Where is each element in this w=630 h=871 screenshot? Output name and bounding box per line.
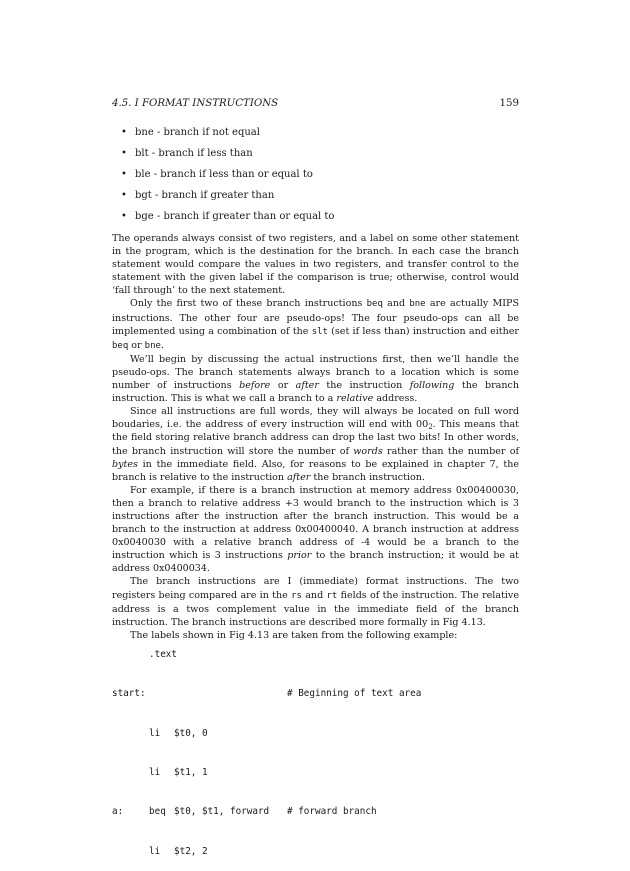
- code-term: slt: [311, 326, 328, 337]
- section-title: 4.5. I FORMAT INSTRUCTIONS: [112, 98, 279, 109]
- running-header: [112, 98, 519, 109]
- paragraph: The branch instructions are I (immediate) format instructions. The two registers being compared are in the rs and rt fields of the instruction. The relative address is a twos complement value in the immediate field of the branch instruction. The branch instructions are described more formally in Fig 4.13.: [112, 576, 519, 628]
- list-item: • blt - branch if less than: [121, 147, 334, 168]
- code-line: li $t2, 2: [149, 845, 208, 857]
- paragraph: For example, if there is a branch instruction at memory address 0x00400030, then a branch to relative address +3 would branch to the instruction which is 3 instructions after the instruction after the branch instruction. This would be a branch to the instruction at address 0x00400040. A branch instruction at address 0x0040030 with a relative branch address of -4 would be a branch to the instruction which is 3 instructions prior to the branch instruction; it would be at address 0x0400034.: [112, 484, 519, 575]
- code-term: rt: [326, 590, 338, 601]
- code-term: beq: [112, 340, 129, 351]
- list-item: • bgt - branch if greater than: [121, 189, 334, 210]
- list-item: • bne - branch if not equal: [121, 126, 334, 147]
- paragraph: The labels shown in Fig 4.13 are taken from the following example:: [130, 629, 458, 641]
- list-item: • ble - branch if less than or equal to: [121, 168, 334, 189]
- code-listing: [112, 622, 519, 871]
- body-text: [112, 232, 519, 642]
- code-line: li $t1, 1: [149, 767, 208, 779]
- paragraph: The operands always consist of two registers, and a label on some other statement in the program, which is the destination for the branch. In each case the branch statement would compare the values in two registers, and transfer control to the statement with the given label if the comparison is true; otherwise, control would ‘fall through’ to the next statement.: [112, 233, 519, 297]
- branch-pseudo-op-list: [121, 126, 334, 231]
- page-number: 159: [499, 98, 519, 109]
- code-term: rs: [291, 590, 302, 601]
- code-term: beq: [366, 299, 383, 310]
- paragraph: Since all instructions are full words, they will always be located on full word boudaries, i.e. the address of every instruction will end with $00_2$. This means that the field storing relative branch address can drop the last two bits! In other words, the branch instruction will store the number of words rather than the number of bytes in the immediate field. Also, for reasons to be explained in chapter 7, the branch is relative to the instruction after the branch instruction.: [112, 406, 519, 483]
- code-line: li $t0, 0: [149, 727, 208, 739]
- paragraph: Only the first two of these branch instructions beq and bne are actually MIPS instructions. The other four are pseudo-ops! The four pseudo-ops can all be implemented using a combination of the slt (set if less than) instruction and either beq or bne.: [112, 298, 519, 351]
- code-term: bne: [144, 340, 161, 351]
- code-term: bne: [409, 299, 426, 310]
- code-line: a: beq $t0, $t1, forward # forward branch: [112, 806, 377, 818]
- code-line: start: # Beginning of text area: [112, 688, 422, 700]
- code-line: .text: [149, 649, 177, 661]
- list-item: • bge - branch if greater than or equal to: [121, 210, 334, 231]
- paragraph: We’ll begin by discussing the actual instructions first, then we’ll handle the pseudo-ops. The branch statements always branch to a location which is some number of instructions before or after the instruction following the branch instruction. This is what we call a branch to a relative address.: [112, 353, 519, 405]
